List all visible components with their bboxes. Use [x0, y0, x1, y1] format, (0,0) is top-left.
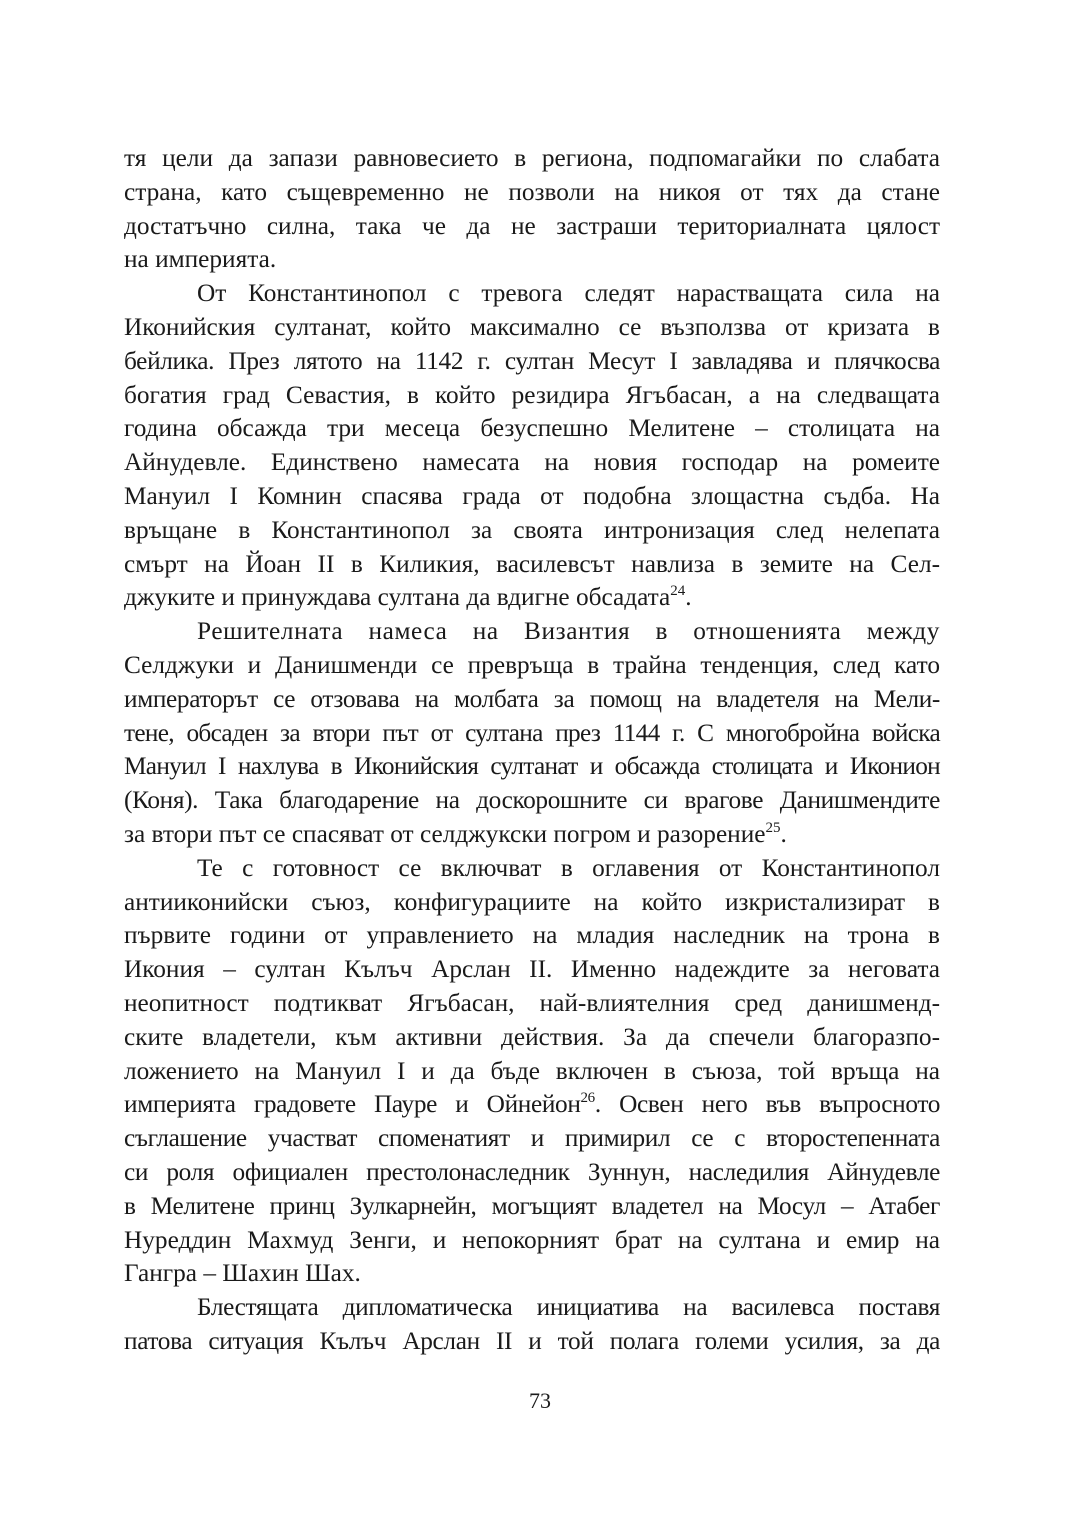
text-line-with-footnote: [124, 1088, 940, 1122]
footnote-ref-26[interactable]: 26: [580, 1090, 595, 1107]
text-line: съглашение участват споменатият и примирил се с второстепенната: [124, 1124, 940, 1153]
text-line: От Константинопол с тревога следят нарастващата сила на: [197, 279, 940, 308]
text-line: (Коня). Така благодарение на доскорошните си врагове Данишмендите: [124, 786, 940, 815]
text-line: достатъчно силна, така че да не застраши териториалната цялост: [124, 211, 940, 240]
text-line: първите години от управлението на младия наследник на трона в: [124, 921, 940, 950]
text-line: антииконийски съюз, конфигурациите на който изкристализират в: [124, 887, 940, 916]
page-body: [124, 142, 940, 1359]
text-line: Иконийския султанат, който максимално се възползва от кризата в: [124, 312, 940, 341]
text-fragment: джуките и принуждава султана да вдигне обсадата: [124, 583, 671, 612]
text-line: връщане в Константинопол за своята интронизация след нелепата: [124, 515, 940, 544]
text-line: страна, като същевременно не позволи на никоя от тях да стане: [124, 177, 940, 206]
paragraph-5: [124, 1291, 940, 1359]
text-line: в Мелитене принц Зулкарнейн, могъщият владетел на Мосул – Атабег: [124, 1191, 940, 1220]
paragraph-2: [124, 277, 940, 615]
paragraph-3: [124, 615, 940, 852]
text-line: неопитност подтикват Ягъбасан, най-влиятелния сред данишменд-: [124, 988, 940, 1017]
text-line: Айнудевле. Единствено намесата на новия господар на ромеите: [124, 448, 940, 477]
paragraph-1: [124, 142, 940, 277]
text-line: година обсажда три месеца безуспешно Мелитене – столицата на: [124, 414, 940, 443]
text-line: Гангра – Шахин Шах.: [124, 1259, 361, 1288]
text-fragment: . Освен него във въпросното: [594, 1090, 940, 1119]
text-line: Нуреддин Махмуд Зенги, и непокорният брат на султана и емир на: [124, 1225, 940, 1254]
text-line: патова ситуация Кълъч Арслан II и той полага големи усилия, за да: [124, 1326, 940, 1355]
text-fragment: .: [685, 583, 692, 612]
page-number: 73: [529, 1388, 551, 1413]
text-line: си роля официален престолонаследник Зуннун, наследилия Айнудевле: [124, 1157, 940, 1186]
text-line: на империята.: [124, 245, 277, 274]
text-line-with-footnote: [124, 581, 940, 615]
text-fragment: империята градовете Пауре и Ойнейон: [124, 1090, 581, 1119]
text-line: императорът се отзовава на молбата за помощ на владетеля на Мели-: [124, 684, 940, 713]
text-line: Мануил I Комнин спасява града от подобна злощастна съдба. На: [124, 481, 940, 510]
footnote-ref-24[interactable]: 24: [670, 583, 686, 600]
text-fragment: .: [780, 819, 787, 848]
text-line: Селджуки и Данишменди се превръща в трайна тенденция, след като: [124, 650, 940, 679]
text-line: бейлика. През лятото на 1142 г. султан Месут I завладява и плячкосва: [124, 346, 940, 375]
text-line: Блестящата дипломатическа инициатива на василевса поставя: [197, 1293, 940, 1322]
text-line: Те с готовност се включват в оглавения от Константинопол: [197, 853, 940, 882]
text-line: ските владетели, към активни действия. За да спечели благоразпо-: [124, 1022, 940, 1051]
text-line: Мануил I нахлува в Иконийския султанат и обсажда столицата и Иконион: [124, 752, 940, 781]
text-line: Икония – султан Кълъч Арслан II. Именно надеждите за неговата: [124, 955, 940, 984]
text-line-with-footnote: [124, 818, 940, 852]
text-line: богатия град Севастия, в който резидира Ягъбасан, а на следващата: [124, 380, 940, 409]
text-line: ложението на Мануил I и да бъде включен в съюза, той връща на: [124, 1056, 940, 1085]
paragraph-4: [124, 852, 940, 1291]
text-line: Решителната намеса на Византия в отношенията между: [197, 617, 940, 646]
text-line: тя цели да запази равновесието в региона, подпомагайки по слабата: [124, 144, 940, 172]
text-line: тене, обсаден за втори път от султана през 1144 г. С многобройна войска: [124, 718, 940, 747]
text-fragment: за втори път се спасяват от селджукски погром и разорение: [124, 819, 766, 848]
text-line: смърт на Йоан II в Киликия, василевсът навлиза в земите на Сел-: [124, 549, 940, 578]
footnote-ref-25[interactable]: 25: [765, 819, 781, 836]
